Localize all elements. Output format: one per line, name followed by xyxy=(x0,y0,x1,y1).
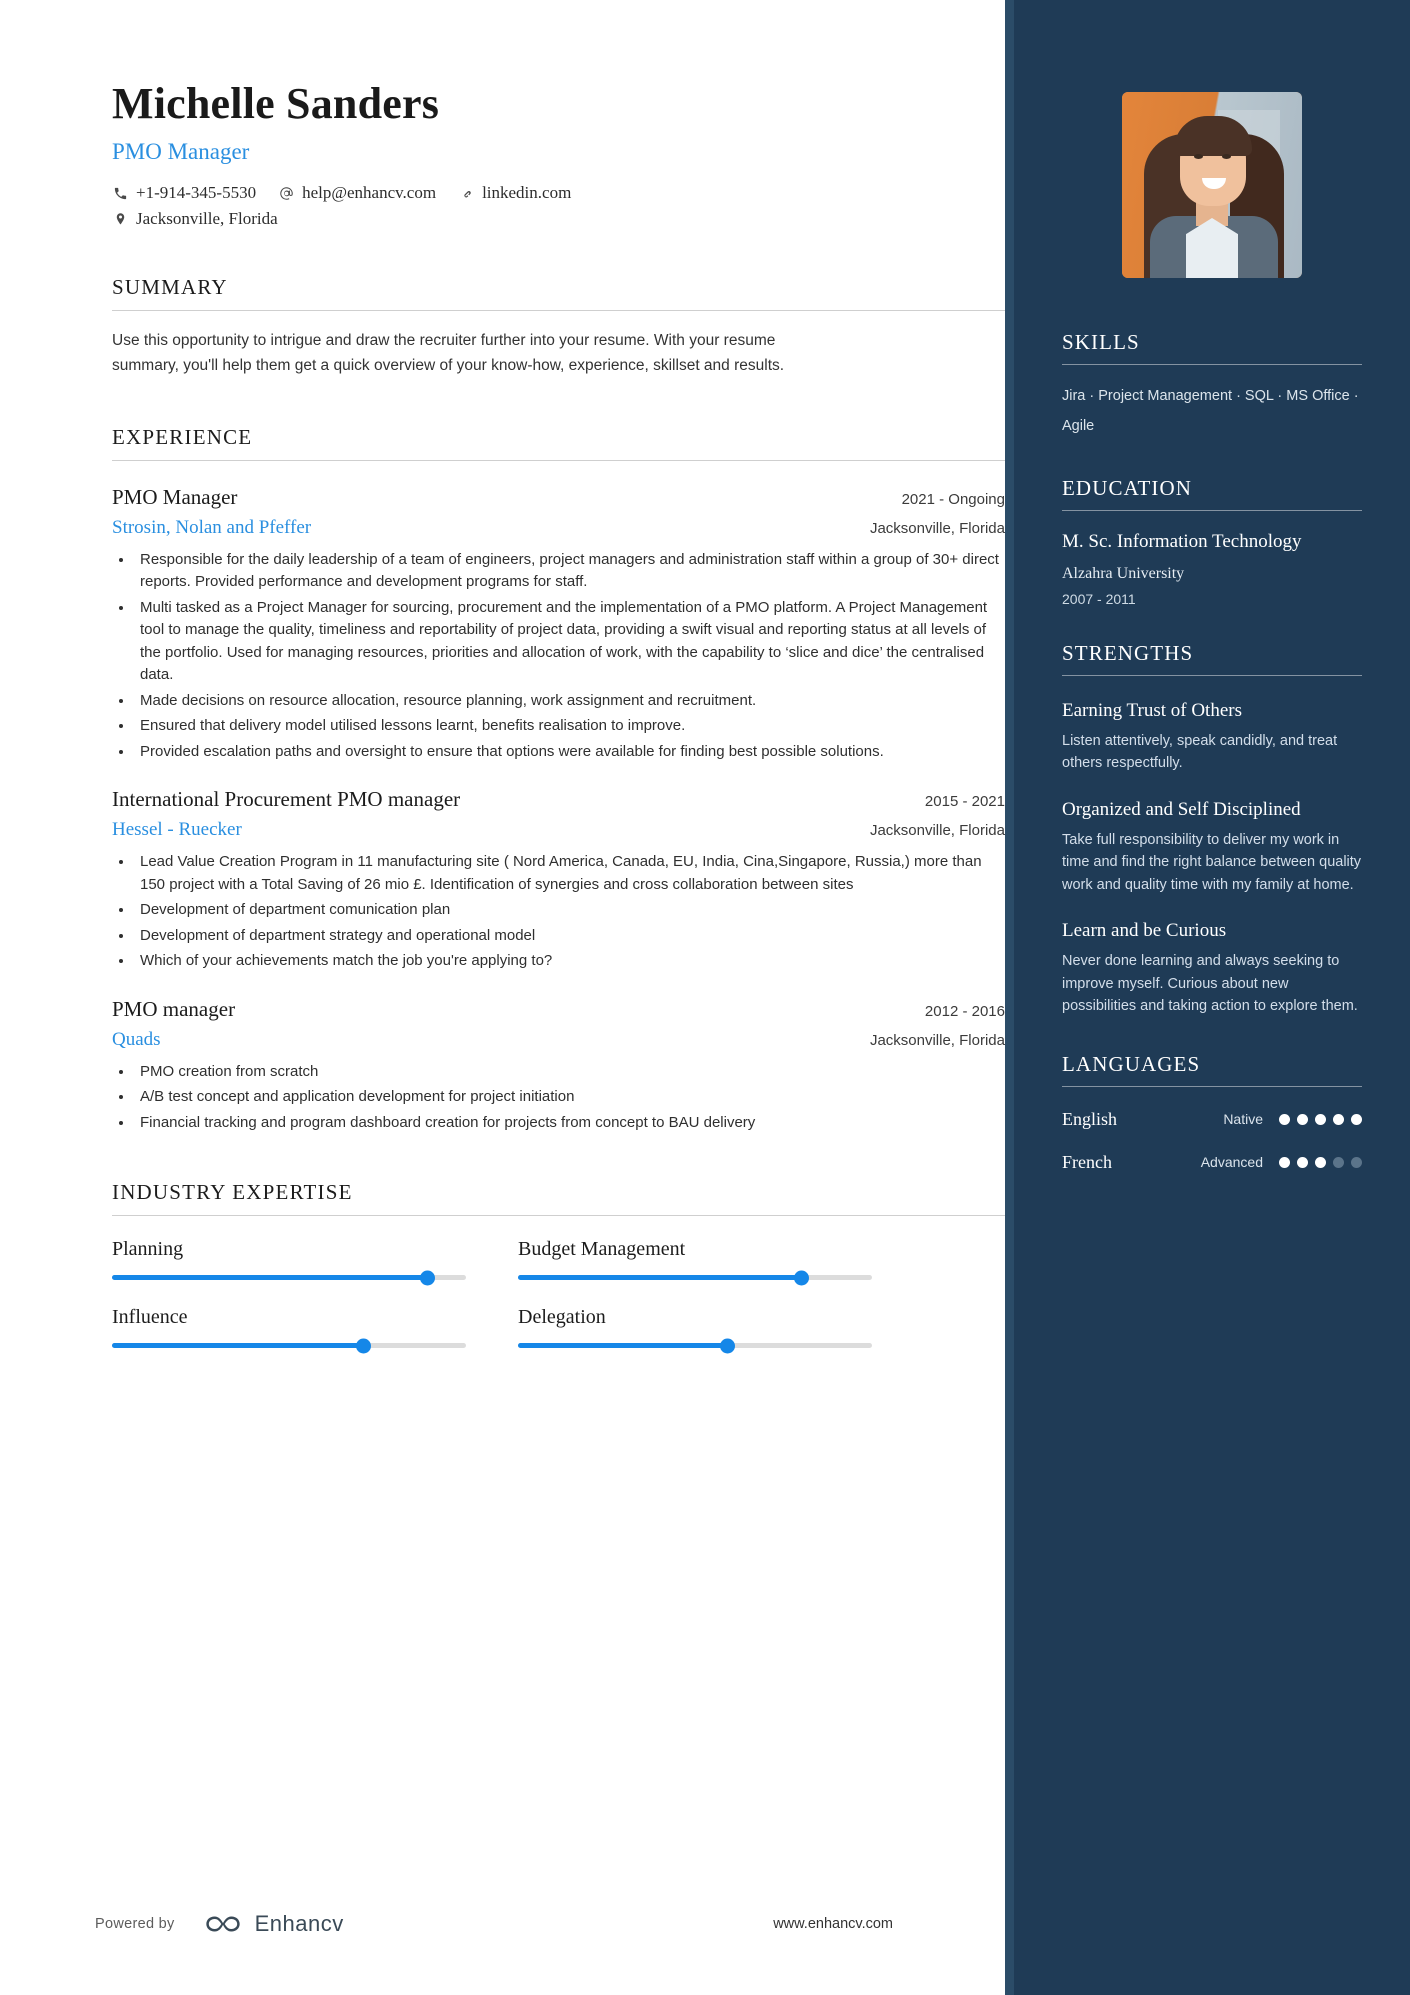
experience-item xyxy=(112,485,1005,764)
summary-section-title: SUMMARY xyxy=(112,275,1005,311)
industry-expertise-section xyxy=(112,1180,1005,1348)
bullet: • PMO creation from scratch xyxy=(134,1061,1005,1084)
main-column xyxy=(0,0,1005,1348)
bullet: • Development of department comunication plan xyxy=(134,899,1005,922)
footer xyxy=(0,1911,1005,1937)
expertise-label: Influence xyxy=(112,1306,188,1329)
expertise-slider[interactable] xyxy=(518,1343,872,1348)
phone-icon xyxy=(112,185,129,202)
industry-section-title: INDUSTRY EXPERTISE xyxy=(112,1180,1005,1216)
experience-dates: 2015 - 2021 xyxy=(924,793,1005,811)
rating-dot xyxy=(1351,1157,1362,1168)
education-block xyxy=(1062,476,1362,607)
experience-bullets xyxy=(134,851,1005,973)
strength-title: Learn and be Curious xyxy=(1062,920,1227,942)
job-title: PMO Manager xyxy=(112,139,250,164)
education-section-title: EDUCATION xyxy=(1062,476,1362,511)
strength-item xyxy=(1062,698,1362,775)
languages-block xyxy=(1062,1052,1362,1173)
experience-section xyxy=(112,425,1005,1135)
experience-dates: 2021 - Ongoing xyxy=(901,490,1005,508)
rating-dot xyxy=(1279,1114,1290,1125)
expertise-item xyxy=(112,1306,466,1348)
rating-dot xyxy=(1333,1157,1344,1168)
contact-linkedin[interactable] xyxy=(458,183,571,203)
slider-knob[interactable] xyxy=(720,1338,735,1353)
rating-dot xyxy=(1315,1157,1326,1168)
strength-description: Take full responsibility to deliver my work in time and find the right balance between quality work and quality time with my family at home. xyxy=(1062,831,1362,893)
experience-location: Jacksonville, Florida xyxy=(869,822,1005,840)
language-level: Advanced xyxy=(1200,1154,1263,1170)
strength-title: Organized and Self Disciplined xyxy=(1062,798,1301,820)
language-name: French xyxy=(1062,1151,1112,1172)
language-level: Native xyxy=(1223,1111,1263,1127)
experience-bullets xyxy=(134,1061,1005,1135)
powered-by-label: Powered by xyxy=(95,1916,175,1932)
language-rating xyxy=(1279,1157,1362,1168)
location-text: Jacksonville, Florida xyxy=(136,209,278,228)
bullet: • Provided escalation paths and oversight to ensure that options were available for finding best possible solutions. xyxy=(134,741,1005,764)
bullet: • Development of department strategy and operational model xyxy=(134,925,1005,948)
contact-location xyxy=(112,209,278,229)
expertise-item xyxy=(112,1238,466,1280)
strength-description: Listen attentively, speak candidly, and treat others respectfully. xyxy=(1062,732,1338,772)
education-school: Alzahra University xyxy=(1062,564,1185,582)
strengths-section-title: STRENGTHS xyxy=(1062,641,1362,676)
experience-bullets xyxy=(134,549,1005,764)
slider-fill xyxy=(112,1275,427,1280)
rating-dot xyxy=(1315,1114,1326,1125)
expertise-slider[interactable] xyxy=(112,1343,466,1348)
contact-email[interactable] xyxy=(278,183,436,203)
expertise-grid xyxy=(112,1238,872,1348)
language-rating xyxy=(1279,1114,1362,1125)
expertise-slider[interactable] xyxy=(112,1275,466,1280)
slider-fill xyxy=(518,1275,801,1280)
slider-fill xyxy=(112,1343,363,1348)
expertise-item xyxy=(518,1238,872,1280)
experience-dates: 2012 - 2016 xyxy=(924,1002,1005,1020)
bullet: • Which of your achievements match the job you're applying to? xyxy=(134,950,1005,973)
location-pin-icon xyxy=(112,211,129,228)
skills-block xyxy=(1062,330,1362,442)
phone-text: +1-914-345-5530 xyxy=(136,183,257,202)
experience-company[interactable]: Strosin, Nolan and Pfeffer xyxy=(112,516,312,538)
strength-description: Never done learning and always seeking to improve myself. Curious about new possibilities and taking action to explore them. xyxy=(1062,953,1358,1015)
summary-text: Use this opportunity to intrigue and draw the recruiter further into your resume. With your resume summary, you'll help them get a quick overview of your know-how, experience, skillset and results. xyxy=(112,332,785,374)
bullet: • Multi tasked as a Project Manager for sourcing, procurement and the implementation of a PMO platform. A Project Management tool to manage the quality, timeliness and reportability of project data, providing a swift visual and reporting status at all levels of the portfolio. Used for managing resources, priorities and allocation of work, with the capability to ‘slice and dice’ the centralised data. xyxy=(134,597,1005,687)
experience-company[interactable]: Hessel - Ruecker xyxy=(112,819,242,841)
rating-dot xyxy=(1351,1114,1362,1125)
rating-dot xyxy=(1333,1114,1344,1125)
skills-list: Jira · Project Management · SQL · MS Office · Agile xyxy=(1062,388,1359,435)
at-icon xyxy=(278,185,295,202)
summary-section xyxy=(112,275,1005,379)
strength-item xyxy=(1062,918,1362,1017)
brand-name: Enhancv xyxy=(254,1911,344,1936)
experience-item xyxy=(112,997,1005,1135)
language-item xyxy=(1062,1152,1362,1173)
slider-knob[interactable] xyxy=(794,1270,809,1285)
expertise-item xyxy=(518,1306,872,1348)
slider-fill xyxy=(518,1343,727,1348)
email-text: help@enhancv.com xyxy=(302,183,437,202)
expertise-label: Delegation xyxy=(518,1306,606,1329)
experience-location: Jacksonville, Florida xyxy=(869,519,1005,537)
experience-title: International Procurement PMO manager xyxy=(112,787,461,812)
experience-title: PMO manager xyxy=(112,996,236,1021)
bullet: • A/B test concept and application development for project initiation xyxy=(134,1086,1005,1109)
strengths-block xyxy=(1062,641,1362,1018)
page-title: Michelle Sanders xyxy=(112,79,440,128)
education-degree: M. Sc. Information Technology xyxy=(1062,530,1302,552)
strength-title: Earning Trust of Others xyxy=(1062,699,1242,721)
bullet: • Made decisions on resource allocation, resource planning, work assignment and recruitment. xyxy=(134,690,1005,713)
experience-title: PMO Manager xyxy=(112,484,238,509)
website-link[interactable]: www.enhancv.com xyxy=(773,1916,893,1932)
experience-location: Jacksonville, Florida xyxy=(869,1031,1005,1049)
bullet: • Financial tracking and program dashboard creation for projects from concept to BAU delivery xyxy=(134,1112,1005,1135)
rating-dot xyxy=(1297,1157,1308,1168)
bullet: • Lead Value Creation Program in 11 manufacturing site ( Nord America, Canada, EU, India, Cina,Singapore, Russia,) more than 150 project with a Total Saving of 26 mio £. Identification of synergies and cross collaboration between sites xyxy=(134,851,1005,896)
experience-item xyxy=(112,787,1005,973)
experience-company[interactable]: Quads xyxy=(112,1028,161,1050)
rating-dot xyxy=(1297,1114,1308,1125)
experience-section-title: EXPERIENCE xyxy=(112,425,1005,461)
sidebar xyxy=(1014,0,1410,1995)
rating-dot xyxy=(1279,1157,1290,1168)
bullet: • Responsible for the daily leadership of a team of engineers, project managers and administration staff within a group of 30+ direct reports. Provided performance and development programs for staff. xyxy=(134,549,1005,594)
expertise-slider[interactable] xyxy=(518,1275,872,1280)
slider-knob[interactable] xyxy=(420,1270,435,1285)
enhancv-logo-icon xyxy=(203,1911,344,1937)
bullet: • Ensured that delivery model utilised lessons learnt, benefits realisation to improve. xyxy=(134,715,1005,738)
link-icon xyxy=(458,185,475,202)
avatar xyxy=(1122,92,1302,278)
skills-section-title: SKILLS xyxy=(1062,330,1362,365)
language-name: English xyxy=(1062,1108,1118,1129)
education-dates: 2007 - 2011 xyxy=(1062,590,1136,607)
expertise-label: Budget Management xyxy=(518,1238,686,1261)
language-item xyxy=(1062,1109,1362,1130)
contact-phone[interactable] xyxy=(112,183,256,203)
expertise-label: Planning xyxy=(112,1238,184,1261)
languages-section-title: LANGUAGES xyxy=(1062,1052,1362,1087)
contact-block xyxy=(112,183,1005,229)
slider-knob[interactable] xyxy=(356,1338,371,1353)
linkedin-text: linkedin.com xyxy=(482,183,572,202)
strength-item xyxy=(1062,797,1362,896)
